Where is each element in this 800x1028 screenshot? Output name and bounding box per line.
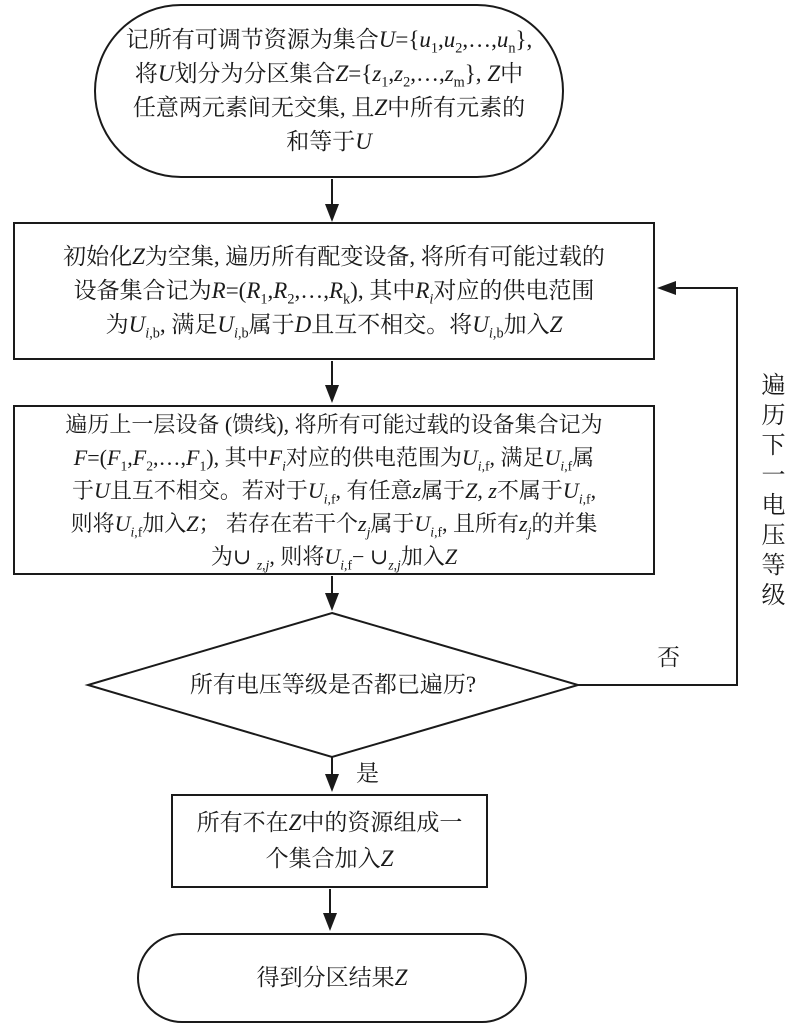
voltage-level-decision <box>88 613 578 757</box>
connector-init-to-feeder <box>325 361 339 403</box>
text-line: 于U且互不相交。若对于$U_{i,f}$, 有任意z属于Z, z不属于$U_{i,f}$, <box>71 477 597 506</box>
text-line: $F=(F_1,F_2,\dots,F_1)$, 其中$F_i$对应的供电范围为$U_{i,f}$, 满足$U_{i,f}$属 <box>73 444 595 473</box>
feeder-traverse-box <box>13 405 655 575</box>
end-text: 得到分区结果Z <box>256 965 408 990</box>
arrowhead-down-icon <box>323 913 337 931</box>
text-line: 为∪ $_{z,j}$, 则将$U_{i,f}-$ $\cup_{z,j}$加入Z <box>210 543 458 572</box>
connector-feeder-to-decision <box>325 576 339 611</box>
loop-next-voltage-label: 遍历下一电压等级 <box>757 372 783 612</box>
text-line: 所有不在Z中的资源组成一 <box>196 810 463 835</box>
init-partition-box <box>13 222 655 360</box>
start-terminator <box>94 4 564 178</box>
text-line: 和等于U <box>286 129 372 154</box>
collect-remaining-box <box>171 794 488 888</box>
text-line: 则将$U_{i,f}$加入Z； 若存在若干个$z_j$属于$U_{i,f}$, 且所有$z_j$的并集 <box>70 510 598 539</box>
text-line: 任意两元素间无交集, 且Z中所有元素的 <box>132 95 526 120</box>
yes-label: 是 <box>356 761 379 786</box>
arrowhead-left-icon <box>657 281 676 295</box>
connector-decision-to-collect <box>325 757 339 792</box>
no-label: 否 <box>657 645 680 670</box>
decision-text: 所有电压等级是否都已遍历? <box>189 672 477 697</box>
text-line: 记所有可调节资源为集合$U=\{u_1,u_2,\dots,u_n\}$, <box>125 27 533 57</box>
arrowhead-down-icon <box>325 593 339 611</box>
arrowhead-down-icon <box>325 204 339 222</box>
text-line: 为$U_{i,b}$, 满足$U_{i,b}$属于D且互不相交。将$U_{i,b}$加入Z <box>105 312 563 342</box>
arrowhead-down-icon <box>325 385 339 403</box>
connector-collect-to-end <box>323 889 337 931</box>
text-line: 将U划分为分区集合$Z=\{z_1,z_2,\dots,z_m\}$, Z中 <box>134 61 524 91</box>
end-terminator <box>137 933 527 1023</box>
text-line: 个集合加入Z <box>265 846 394 871</box>
text-line: 初始化Z为空集, 遍历所有配变设备, 将所有可能过载的 <box>63 244 605 269</box>
connector-start-to-init <box>325 179 339 222</box>
arrowhead-down-icon <box>325 774 339 792</box>
text-line: 遍历上一层设备 (馈线), 将所有可能过载的设备集合记为 <box>65 411 603 437</box>
text-line: 设备集合记为$R=(R_1,R_2,\dots,R_k)$, 其中$R_i$对应的供电范围 <box>73 278 595 308</box>
